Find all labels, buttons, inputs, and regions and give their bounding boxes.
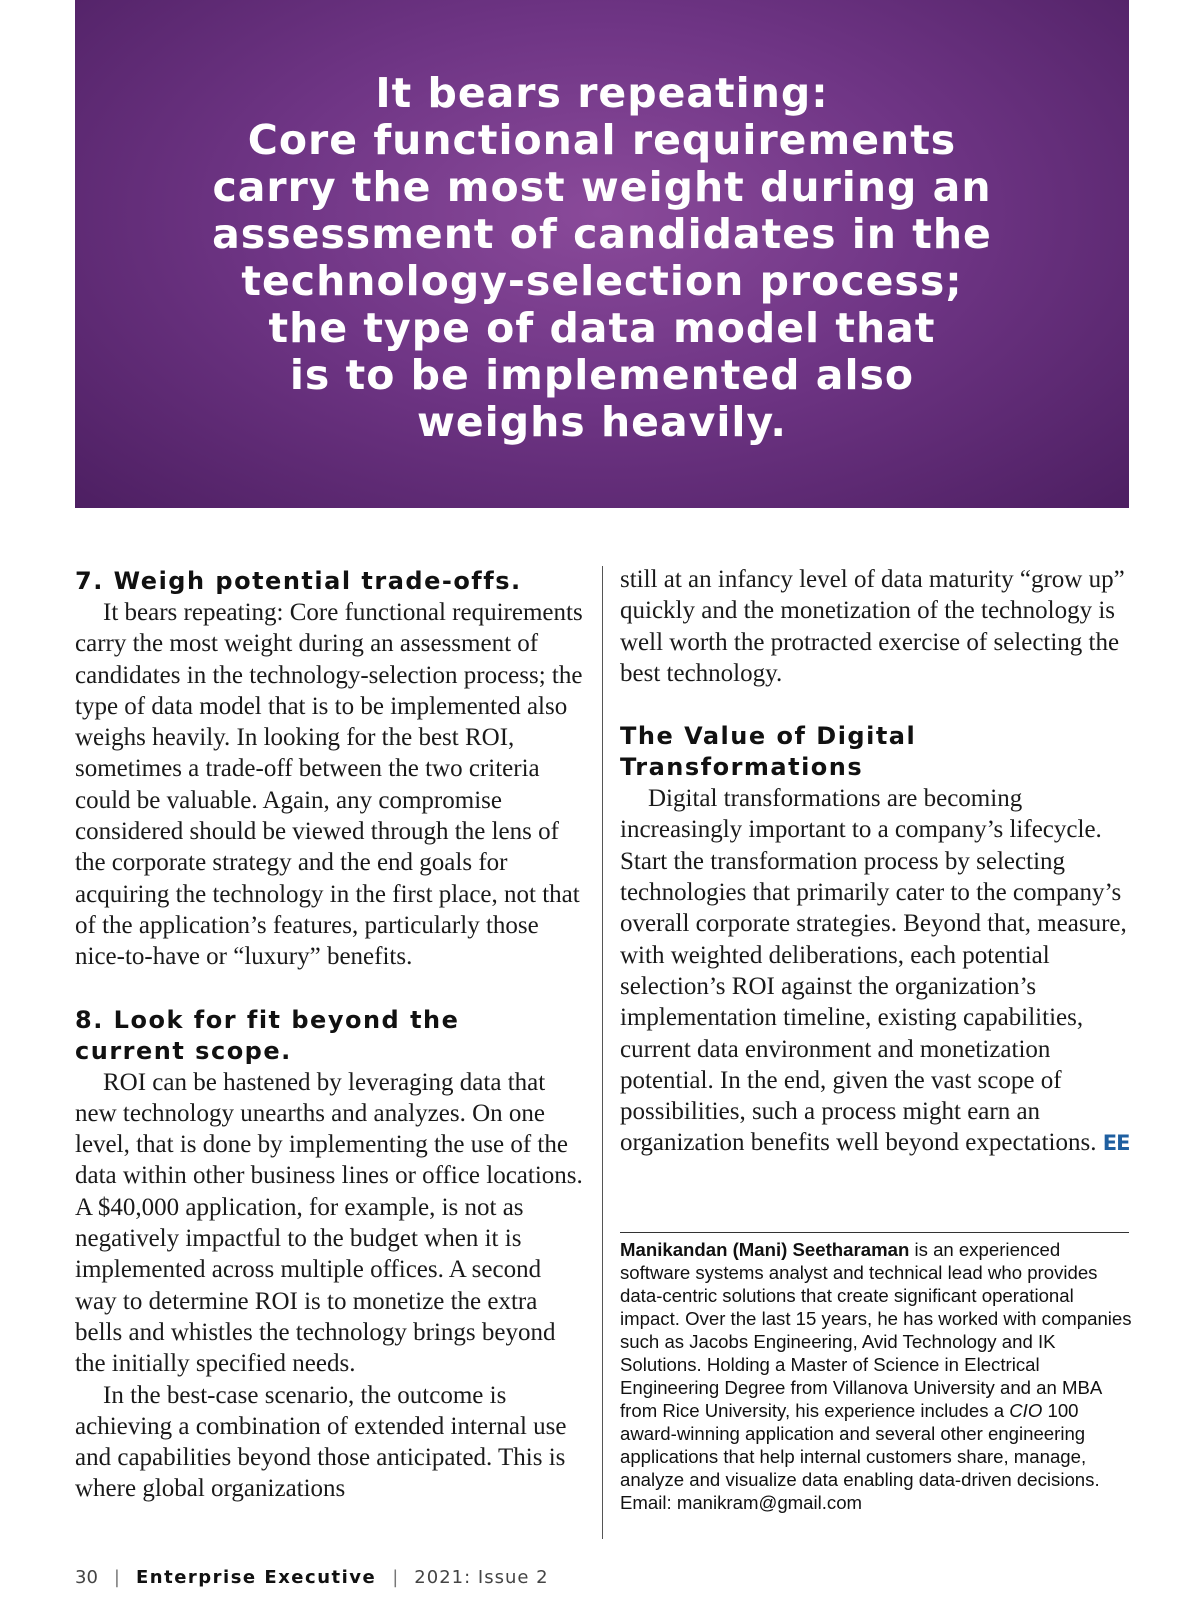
pull-quote-line: carry the most weight during an [212, 163, 992, 211]
pull-quote-line: Core functional requirements [247, 116, 957, 164]
pull-quote-line: is to be implemented also [289, 351, 915, 399]
section-8-heading-line: 8. Look for fit beyond the [75, 1005, 460, 1034]
magazine-name: Enterprise Executive [135, 1567, 377, 1588]
author-email: Email: manikram@gmail.com [620, 1492, 863, 1513]
footer-separator: | [113, 1567, 120, 1588]
section-gap [620, 689, 1130, 721]
author-bio-text: is an experienced software systems analyst and technical lead who provides data-centric solutions that create significant operational impact. Over the last 15 years, he has worked with companies such as Jacobs Engineering, Avid Technology and IK Solutions. Holding a Master of Science in Electrical Engineering Degree from Villanova University and an MBA from Rice University, his experience includes a [620, 1239, 1132, 1421]
value-heading-line: Transformations [620, 753, 864, 782]
left-column [75, 566, 585, 1505]
column-divider [602, 566, 603, 1539]
section-8-heading-line: current scope. [75, 1036, 292, 1065]
issue-label: 2021: Issue 2 [414, 1567, 549, 1588]
value-heading-line: The Value of Digital [620, 722, 917, 751]
pull-quote-line: It bears repeating: [375, 69, 829, 117]
pull-quote-line: technology-selection process; [241, 257, 963, 305]
section-8-paragraph-2: In the best-case scenario, the outcome is achieving a combination of extended internal use and capabilities beyond those anticipated. This is where global organizations [75, 1381, 567, 1503]
author-name: Manikandan (Mani) Seetharaman [620, 1239, 910, 1260]
right-column [620, 564, 1130, 1160]
section-8-paragraph-1: ROI can be hastened by leveraging data that new technology unearths and analyzes. On one level, that is done by implementing the use of the data within other business lines or office locations. A $40,000 application, for example, is not as negatively impactful to the budget when it is implemented across multiple offices. A second way to determine ROI is to monetize the extra bells and whistles the technology brings beyond the initially specified needs. [75, 1068, 583, 1378]
value-section-heading [620, 721, 1130, 783]
section-7-paragraph: It bears repeating: Core functional requirements carry the most weight during an assessment of candidates in the technology-selection process; the type of data model that is to be implemented also weighs heavily. In looking for the best ROI, sometimes a trade-off between the two criteria could be valuable. Again, any compromise considered should be viewed through the lens of the corporate strategy and the end goals for acquiring the technology in the first place, not that of the application’s features, particularly those nice-to-have or “luxury” benefits. [75, 599, 583, 971]
page-footer [75, 1567, 549, 1588]
ee-end-mark: EE [1102, 1131, 1130, 1156]
pull-quote-banner [75, 0, 1129, 508]
pull-quote-text [75, 70, 1129, 446]
bio-rule [620, 1232, 1129, 1233]
section-8-heading [75, 1005, 585, 1067]
continued-paragraph: still at an infancy level of data maturity “grow up” quickly and the monetization of the technology is well worth the protracted exercise of selecting the best technology. [620, 566, 1125, 687]
pull-quote-line: weighs heavily. [417, 398, 787, 446]
author-bio-text: 100 award-winning application and several other engineering applications that help internal customers share, manage, analyze and visualize data enabling data-driven decisions. [620, 1400, 1100, 1490]
section-gap [75, 973, 585, 1005]
page-number: 30 [75, 1567, 98, 1588]
section-7-heading: 7. Weigh potential trade-offs. [75, 567, 522, 595]
value-section-paragraph [620, 783, 1130, 1160]
author-bio [620, 1238, 1132, 1514]
pull-quote-line: the type of data model that [268, 304, 936, 352]
cio-publication: CIO [1009, 1400, 1043, 1421]
pull-quote-line: assessment of candidates in the [212, 210, 992, 258]
footer-separator: | [392, 1567, 399, 1588]
value-paragraph-text: Digital transformations are becoming increasingly important to a company’s lifecycle. Start the transformation process by selecting technologies that primarily cater to the company’s overall corporate strategies. Beyond that, measure, with weighted deliberations, each potential selection’s ROI against the organization’s implementation timeline, existing capabilities, current data environment and monetization potential. In the end, given the vast scope of possibilities, such a process might earn an organization benefits well beyond expectations. [620, 785, 1127, 1157]
